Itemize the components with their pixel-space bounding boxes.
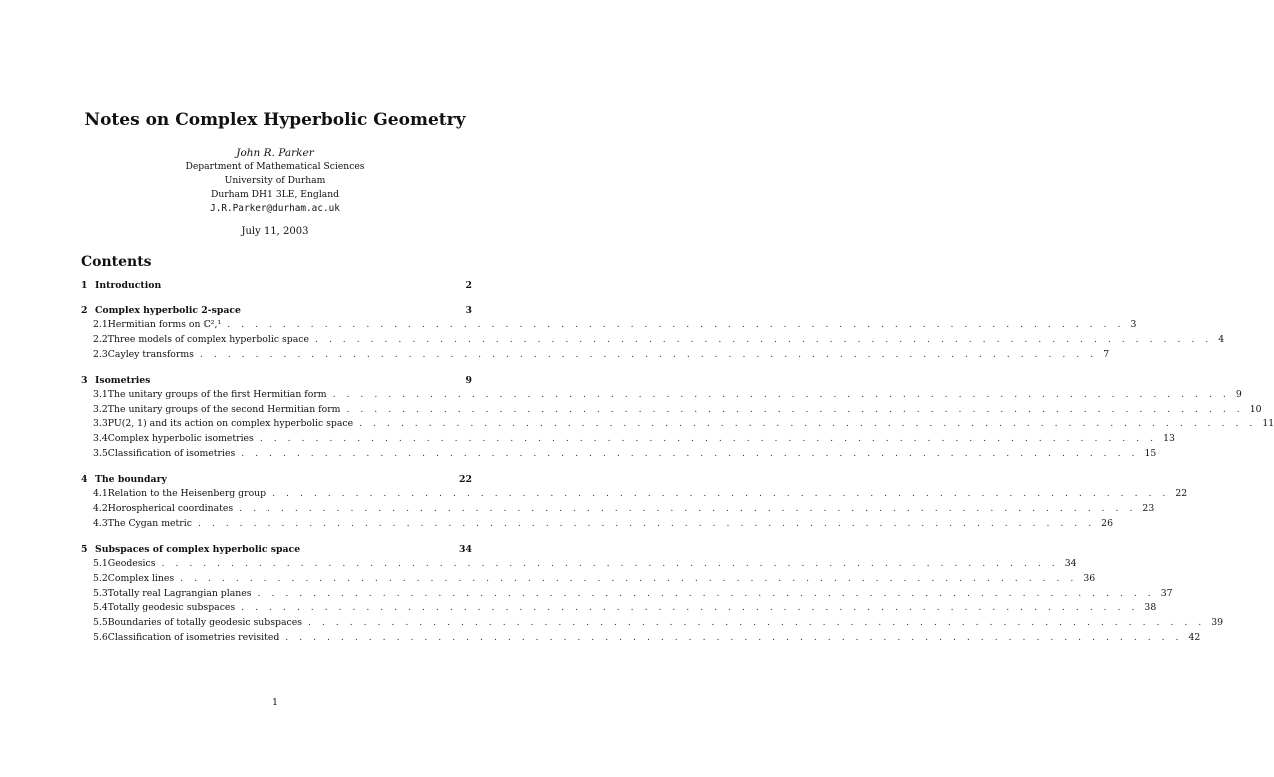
affiliation-university: University of Durham (224, 175, 326, 186)
toc-leader-dots: . . . . . . . . . . . . . . . . . . . . . . . . . . . . . . . . . . . . . . . . . . . . . . . . . . . . . . . . . . . . . . . . . (285, 632, 1183, 644)
author-name: John R. Parker (236, 147, 314, 159)
paper-title: Notes on Complex Hyperbolic Geometry (84, 110, 466, 130)
toc-subsection-5.5[interactable] (81, 616, 1224, 631)
toc-subsection-title: Horospherical coordinates (107, 503, 234, 515)
table-of-contents (81, 279, 1274, 646)
paper-date: July 11, 2003 (241, 226, 309, 237)
toc-section-number: 2 (81, 305, 88, 316)
toc-subsection-title: Relation to the Heisenberg group (107, 488, 267, 500)
toc-subsection-3.4[interactable] (81, 432, 1175, 447)
toc-subsection-page: 3 (1130, 319, 1137, 330)
toc-section-number: 3 (81, 374, 88, 386)
toc-subsection-number: 3.3 (93, 418, 108, 430)
toc-subsection-number: 3.4 (93, 433, 108, 445)
toc-subsection-title: Complex hyperbolic isometries (107, 433, 254, 445)
toc-subsection-title: PU(2, 1) and its action on complex hyperbolic space (107, 418, 354, 430)
toc-subsection-3.1[interactable] (81, 388, 1242, 403)
toc-section-number: 1 (81, 280, 88, 291)
toc-subsection-number: 5.5 (93, 617, 108, 629)
toc-subsection-number: 5.4 (93, 602, 108, 614)
toc-section-number: 5 (81, 543, 88, 555)
toc-subsection-page: 39 (1211, 617, 1224, 629)
toc-subsection-page: 26 (1101, 517, 1114, 529)
toc-section-page: 9 (465, 374, 472, 386)
toc-subsection-page: 7 (1103, 348, 1110, 360)
toc-subsection-page: 42 (1188, 632, 1201, 644)
toc-subsection-page: 13 (1163, 433, 1175, 445)
toc-section-number: 4 (81, 474, 88, 486)
section-spacer (81, 363, 472, 374)
toc-leader-dots: . . . . . . . . . . . . . . . . . . . . . . . . . . . . . . . . . . . . . . . . . . . . . . . . . . . . . . . . . . . . . . . . . (180, 572, 1078, 584)
toc-subsection-number: 3.1 (93, 388, 108, 400)
toc-subsection-number: 2.3 (93, 348, 108, 360)
toc-leader-dots: . . . . . . . . . . . . . . . . . . . . . . . . . . . . . . . . . . . . . . . . . . . . . . . . . . . . . . . . . . . . . . . . . (241, 602, 1139, 614)
toc-section-5[interactable] (81, 543, 472, 557)
section-spacer (81, 532, 472, 543)
toc-subsection-5.2[interactable] (81, 572, 1096, 587)
author-email: J.R.Parker@durham.ac.uk (210, 203, 340, 214)
toc-subsection-5.6[interactable] (81, 631, 1201, 646)
toc-subsection-title: Three models of complex hyperbolic space (107, 333, 309, 345)
title-block (0, 110, 550, 239)
toc-section-page: 22 (459, 474, 472, 486)
toc-subsection-2.3[interactable] (81, 348, 1110, 363)
toc-subsection-title: The unitary groups of the second Hermitian form (107, 403, 341, 415)
toc-subsection-title: Geodesics (107, 557, 156, 569)
toc-subsection-number: 3.2 (93, 403, 108, 415)
toc-subsection-2.1[interactable] (81, 318, 1137, 333)
toc-subsection-title: Totally geodesic subspaces (107, 602, 236, 614)
toc-leader-dots: . . . . . . . . . . . . . . . . . . . . . . . . . . . . . . . . . . . . . . . . . . . . . . . . . . . . . . . . . . . . . . . . . (259, 433, 1158, 445)
toc-leader-dots: . . . . . . . . . . . . . . . . . . . . . . . . . . . . . . . . . . . . . . . . . . . . . . . . . . . . . . . . . . . . . . . . . (227, 319, 1125, 330)
toc-subsection-title: Boundaries of totally geodesic subspaces (107, 617, 302, 629)
toc-section-title: The boundary (95, 474, 167, 486)
affiliation-department: Department of Mathematical Sciences (185, 161, 365, 172)
toc-subsection-number: 5.3 (93, 587, 108, 599)
toc-section-4[interactable] (81, 473, 472, 487)
toc-subsection-4.2[interactable] (81, 502, 1155, 517)
toc-subsection-page: 37 (1160, 587, 1173, 599)
toc-leader-dots: . . . . . . . . . . . . . . . . . . . . . . . . . . . . . . . . . . . . . . . . . . . . . . . . . . . . . . . . . . . . . . . . . (199, 348, 1098, 360)
toc-leader-dots: . . . . . . . . . . . . . . . . . . . . . . . . . . . . . . . . . . . . . . . . . . . . . . . . . . . . . . . . . . . . . . . . . (257, 587, 1155, 599)
toc-leader-dots: . . . . . . . . . . . . . . . . . . . . . . . . . . . . . . . . . . . . . . . . . . . . . . . . . . . . . . . . . . . . . . . . . (359, 418, 1257, 430)
toc-subsection-number: 4.3 (93, 517, 108, 529)
toc-leader-dots: . . . . . . . . . . . . . . . . . . . . . . . . . . . . . . . . . . . . . . . . . . . . . . . . . . . . . . . . . . . . . . . . . (346, 403, 1244, 415)
toc-subsection-page: 36 (1083, 572, 1096, 584)
toc-section-page: 3 (465, 305, 472, 316)
toc-subsection-page: 34 (1064, 557, 1077, 569)
page-number: 1 (271, 697, 279, 708)
toc-subsection-page: 38 (1144, 602, 1157, 614)
toc-subsection-5.3[interactable] (81, 587, 1173, 602)
toc-subsection-number: 4.1 (93, 488, 108, 500)
toc-subsection-title: Cayley transforms (107, 348, 194, 360)
toc-subsection-5.4[interactable] (81, 601, 1157, 616)
toc-subsection-title: The unitary groups of the first Hermitian form (107, 388, 327, 400)
toc-section-title: Complex hyperbolic 2-space (95, 305, 241, 316)
toc-subsection-title: Complex lines (107, 572, 175, 584)
toc-subsection-number: 2.2 (93, 333, 108, 345)
toc-leader-dots: . . . . . . . . . . . . . . . . . . . . . . . . . . . . . . . . . . . . . . . . . . . . . . . . . . . . . . . . . . . . . . . . . (197, 517, 1096, 529)
toc-subsection-4.3[interactable] (81, 517, 1114, 532)
toc-section-title: Introduction (95, 280, 162, 291)
toc-subsection-3.2[interactable] (81, 403, 1262, 418)
toc-subsection-page: 9 (1235, 388, 1242, 400)
toc-subsection-title: Classification of isometries revisited (107, 632, 280, 644)
toc-subsection-2.2[interactable] (81, 333, 1225, 348)
toc-subsection-number: 5.6 (93, 632, 108, 644)
toc-subsection-page: 10 (1249, 403, 1262, 415)
toc-leader-dots: . . . . . . . . . . . . . . . . . . . . . . . . . . . . . . . . . . . . . . . . . . . . . . . . . . . . . . . . . . . . . . . . . (239, 503, 1137, 515)
toc-subsection-page: 22 (1175, 488, 1188, 500)
toc-subsection-number: 5.2 (93, 572, 108, 584)
toc-leader-dots: . . . . . . . . . . . . . . . . . . . . . . . . . . . . . . . . . . . . . . . . . . . . . . . . . . . . . . . . . . . . . . . . . (307, 617, 1206, 629)
toc-subsection-title: Totally real Lagrangian planes (107, 587, 252, 599)
toc-leader-dots: . . . . . . . . . . . . . . . . . . . . . . . . . . . . . . . . . . . . . . . . . . . . . . . . . . . . . . . . . . . . . . . . . (314, 333, 1213, 345)
toc-leader-dots: . . . . . . . . . . . . . . . . . . . . . . . . . . . . . . . . . . . . . . . . . . . . . . . . . . . . . . . . . . . . . . . . . (161, 557, 1059, 569)
toc-section-title: Subspaces of complex hyperbolic space (95, 543, 301, 555)
toc-subsection-title: Hermitian forms on ℂ²,¹ (107, 319, 222, 330)
toc-section-title: Isometries (95, 374, 151, 386)
section-spacer (81, 293, 472, 304)
toc-section-2[interactable] (81, 304, 472, 318)
toc-subsection-title: Classification of isometries (107, 448, 236, 460)
toc-subsection-page: 15 (1144, 448, 1157, 460)
toc-section-page: 34 (459, 543, 472, 555)
toc-subsection-page: 11 (1262, 418, 1274, 430)
toc-subsection-4.1[interactable] (81, 487, 1188, 502)
toc-subsection-page: 4 (1218, 333, 1225, 345)
toc-section-1[interactable] (81, 279, 472, 293)
toc-subsection-3.5[interactable] (81, 447, 1157, 462)
affiliation-address: Durham DH1 3LE, England (210, 189, 340, 200)
toc-leader-dots: . . . . . . . . . . . . . . . . . . . . . . . . . . . . . . . . . . . . . . . . . . . . . . . . . . . . . . . . . . . . . . . . . (241, 448, 1139, 460)
toc-subsection-number: 5.1 (93, 557, 108, 569)
toc-subsection-number: 2.1 (93, 319, 108, 330)
toc-subsection-title: The Cygan metric (107, 517, 192, 529)
toc-subsection-page: 23 (1142, 503, 1155, 515)
toc-subsection-5.1[interactable] (81, 557, 1077, 572)
toc-subsection-number: 4.2 (93, 503, 108, 515)
toc-subsection-number: 3.5 (93, 448, 108, 460)
toc-leader-dots: . . . . . . . . . . . . . . . . . . . . . . . . . . . . . . . . . . . . . . . . . . . . . . . . . . . . . . . . . . . . . . . . . (332, 388, 1230, 400)
toc-leader-dots: . . . . . . . . . . . . . . . . . . . . . . . . . . . . . . . . . . . . . . . . . . . . . . . . . . . . . . . . . . . . . . . . . (272, 488, 1170, 500)
toc-section-3[interactable] (81, 374, 472, 388)
toc-subsection-3.3[interactable] (81, 417, 1274, 432)
section-spacer (81, 462, 472, 473)
toc-section-page: 2 (465, 280, 472, 291)
contents-heading: Contents (81, 254, 152, 270)
